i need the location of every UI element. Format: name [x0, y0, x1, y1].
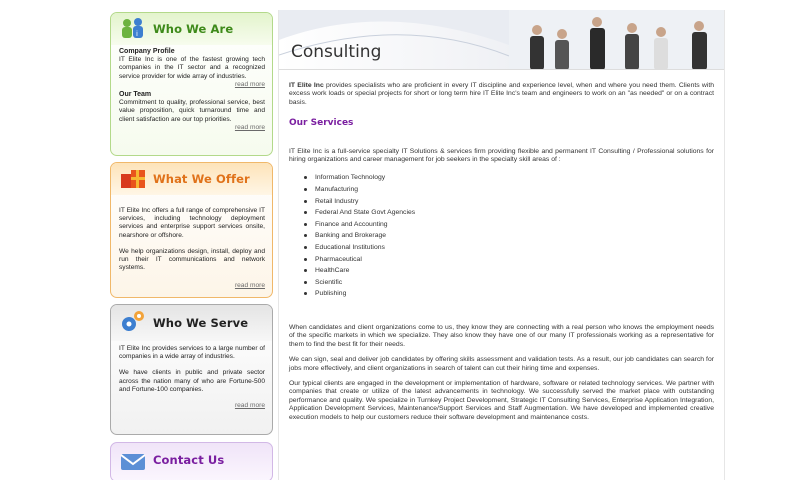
page-title: Consulting — [291, 42, 382, 62]
main-content — [278, 10, 725, 480]
our-team-heading: Our Team — [119, 91, 152, 99]
our-services-heading: Our Services — [289, 118, 354, 129]
who-we-serve-text-2: We have clients in public and private sector across the nation many of who are Fortune-500 and Fortune-100 companies. — [119, 369, 265, 393]
what-we-offer-text-1: IT Elite Inc offers a full range of comprehensive IT services, including technology deployment services and enterprise support services onsite, nearshore or offshore. — [119, 207, 265, 239]
list-item: Pharmaceutical — [303, 254, 714, 266]
content-body — [279, 70, 724, 422]
what-we-offer-box — [110, 162, 273, 298]
company-profile-text: IT Elite Inc is one of the fastest growing tech companies in the IT sector and a recognized service provider for wide array of industries. — [119, 56, 265, 80]
list-item: Scientific — [303, 277, 714, 289]
who-we-serve-read-more-link[interactable]: read more — [234, 402, 265, 410]
company-profile-heading: Company Profile — [119, 48, 175, 55]
company-profile-read-more-link[interactable]: read more — [234, 80, 265, 88]
who-we-are-title: Who We Are — [153, 22, 234, 36]
envelope-icon — [119, 448, 147, 474]
list-item: Information Technology — [303, 172, 714, 184]
business-people-image — [509, 10, 724, 70]
who-we-serve-text-1: IT Elite Inc provides services to a large number of companies in a wide array of industries. — [119, 345, 265, 361]
consulting-banner — [279, 10, 724, 70]
what-we-offer-title: What We Offer — [153, 172, 250, 186]
list-item: Manufacturing — [303, 184, 714, 196]
gears-icon — [119, 308, 147, 334]
list-item: Finance and Accounting — [303, 219, 714, 231]
who-we-are-header — [111, 13, 272, 45]
svg-text:i: i — [136, 30, 138, 38]
intro-text: provides specialists who are proficient in every IT discipline and experience level, when and where you need them. Clients with excess work loads or special projects for short or long term hire IT Elite Inc's team and engineers to work on an "as needed" or on a contract basis. — [289, 82, 714, 106]
list-item: Publishing — [303, 288, 714, 300]
job-candidates-paragraph: We can sign, seal and deliver job candidates by offering skills assessment and validation tests. As a result, our job candidates can search for jobs more effectively, and client organizations in search of talent can cut their hiring time and expenses. — [289, 356, 714, 372]
list-item: HealthCare — [303, 265, 714, 277]
typical-clients-paragraph: Our typical clients are engaged in the development or implementation of hardware, software or related technology services. We partner with companies that create or utilize of the latest advancements in technology. We successfully served the market place with outstanding performance and quality. We specialize in Turnkey Project Development, Strategic IT Consulting Services, Enterprise Application Integration, Application Development Services, Maintenance/Support Services and Staff Augmentation. We have developed and implemented creative execution models to help our customers reduce their software development and maintenance costs. — [289, 380, 714, 421]
what-we-offer-read-more-link[interactable]: read more — [234, 282, 265, 290]
our-team-text: Commitment to quality, professional service, best value proposition, quick turnaround time and client satisfaction are our top priorities. — [119, 99, 265, 123]
people-icon — [119, 16, 147, 42]
intro-company-name: IT Elite Inc — [289, 82, 324, 89]
what-we-offer-header — [111, 163, 272, 195]
contact-us-box[interactable] — [110, 442, 273, 480]
list-item: Federal And State Govt Agencies — [303, 207, 714, 219]
services-intro: IT Elite Inc is a full-service specialty IT Solutions & services firm providing flexible and permanent IT Consulting / Professional solutions for hiring organizations and career management for job seekers in the specialty skill areas of : — [289, 147, 714, 164]
what-we-offer-text-2: We help organizations design, install, deploy and run their IT communications and network systems. — [119, 247, 265, 272]
list-item: Retail Industry — [303, 196, 714, 208]
who-we-serve-title: Who We Serve — [153, 316, 249, 330]
gift-icon — [119, 166, 147, 192]
contact-us-title[interactable]: Contact Us — [153, 453, 225, 467]
our-team-read-more-link[interactable]: read more — [234, 123, 265, 131]
page — [110, 10, 725, 480]
list-item: Educational Institutions — [303, 242, 714, 254]
list-item: Banking and Brokerage — [303, 230, 714, 242]
contact-us-header[interactable] — [111, 443, 272, 477]
who-we-are-box — [110, 12, 273, 156]
services-list — [303, 172, 714, 300]
intro-paragraph — [289, 82, 714, 107]
who-we-serve-box — [110, 304, 273, 435]
who-we-serve-header — [111, 305, 272, 341]
candidates-paragraph: When candidates and client organizations come to us, they know they are connecting with a real person who knows the employment needs of the specific markets in which we specialize. They also know they have one of our many IT professionals working as a representative for them to find the best fit for their needs. — [289, 323, 714, 348]
